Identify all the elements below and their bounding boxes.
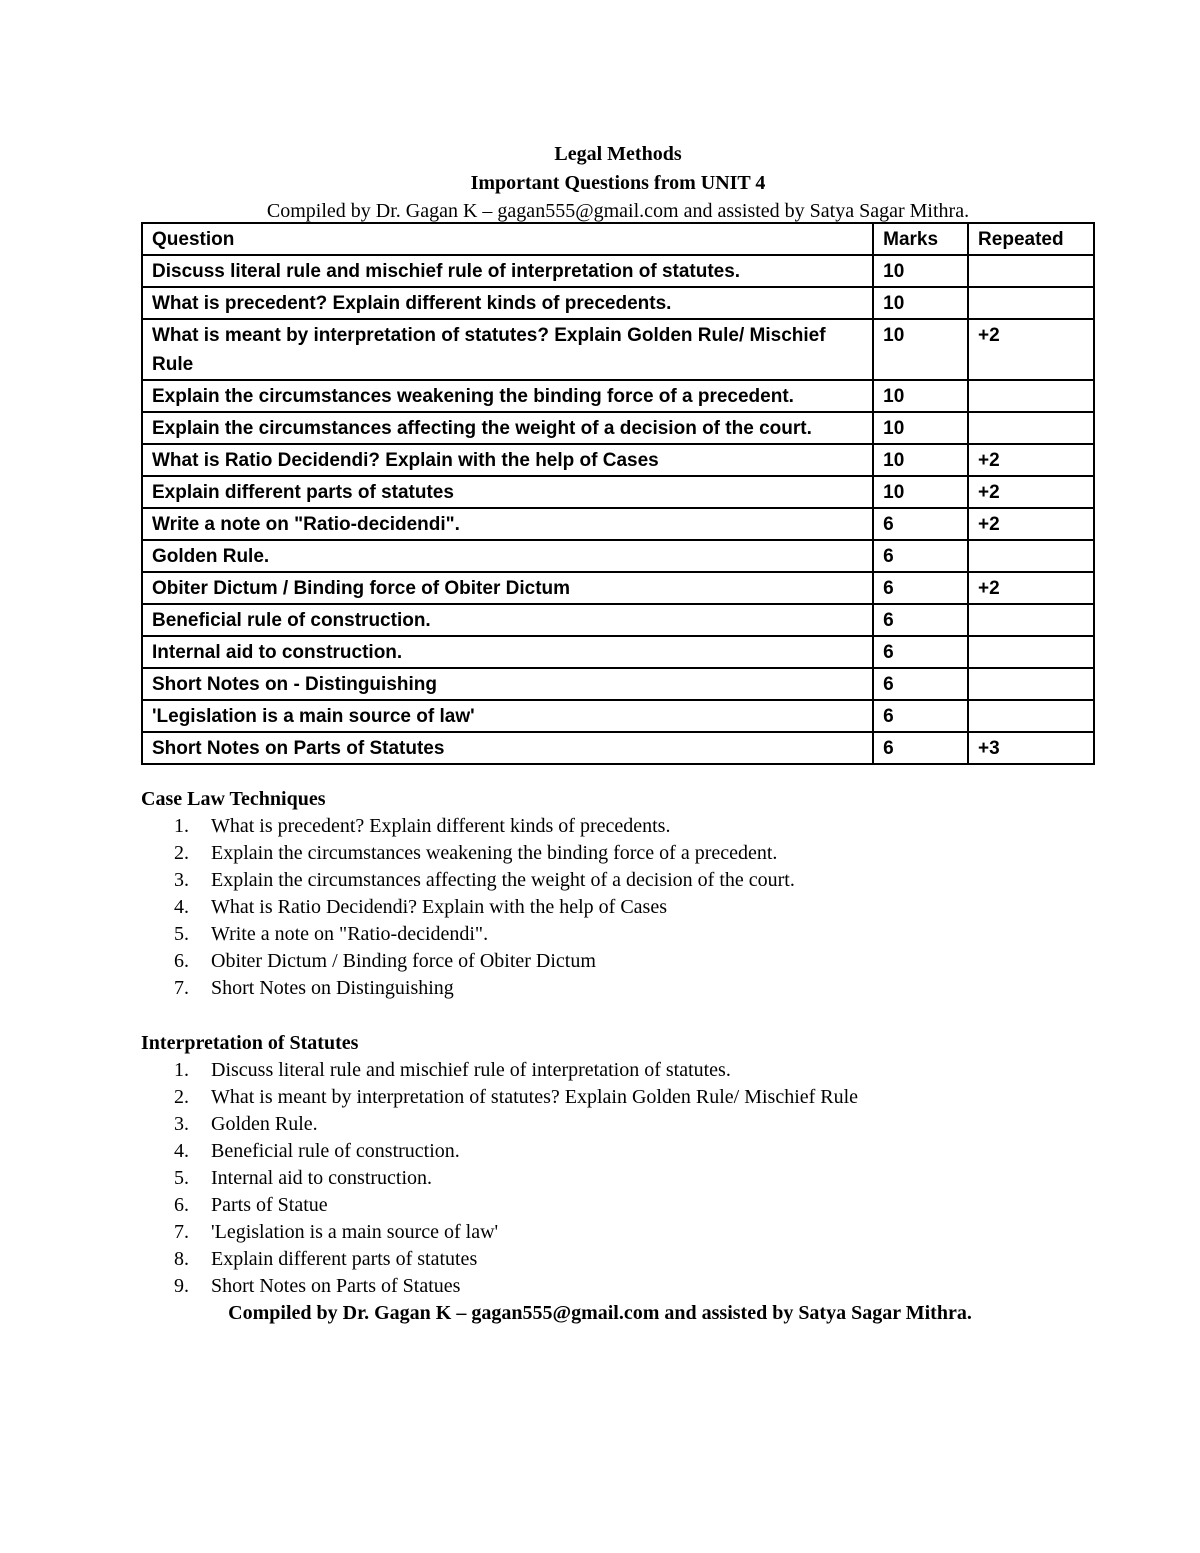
list-item-text: 'Legislation is a main source of law'	[211, 1221, 499, 1243]
marks-cell: 6	[873, 604, 968, 636]
list-item-text: Beneficial rule of construction.	[211, 1140, 460, 1162]
marks-cell: 6	[873, 732, 968, 764]
document-header	[140, 140, 1096, 224]
list-item-text: Discuss literal rule and mischief rule of interpretation of statutes.	[211, 1059, 731, 1081]
table-row	[142, 412, 1094, 444]
marks-cell: 10	[873, 380, 968, 412]
list-item-text: Golden Rule.	[211, 1113, 318, 1135]
case-law-heading: Case Law Techniques	[141, 788, 326, 810]
list-item-number: 4.	[174, 1140, 189, 1162]
table-row	[142, 668, 1094, 700]
repeated-cell	[968, 287, 1094, 319]
repeated-cell	[968, 604, 1094, 636]
list-item-text: Explain different parts of statutes	[211, 1248, 478, 1270]
interpretation-heading: Interpretation of Statutes	[141, 1032, 359, 1054]
repeated-cell	[968, 380, 1094, 412]
list-item-text: Explain the circumstances weakening the binding force of a precedent.	[211, 842, 778, 864]
interpretation-section	[141, 1030, 1101, 1300]
question-cell: Write a note on "Ratio-decidendi".	[142, 508, 873, 540]
question-cell: Explain the circumstances affecting the weight of a decision of the court.	[142, 412, 873, 444]
repeated-cell: +2	[968, 319, 1094, 380]
column-header-question: Question	[142, 223, 873, 255]
list-item-text: Parts of Statue	[211, 1194, 328, 1216]
table-row	[142, 540, 1094, 572]
table-row	[142, 287, 1094, 319]
repeated-cell: +3	[968, 732, 1094, 764]
list-item	[141, 1138, 1101, 1165]
list-item-number: 6.	[174, 1194, 189, 1216]
marks-cell: 10	[873, 444, 968, 476]
list-item-number: 5.	[174, 923, 189, 945]
table-row	[142, 319, 1094, 380]
list-item-text: Write a note on "Ratio-decidendi".	[211, 923, 489, 945]
question-cell: Beneficial rule of construction.	[142, 604, 873, 636]
table-row	[142, 508, 1094, 540]
table-row	[142, 604, 1094, 636]
list-item	[141, 1057, 1101, 1084]
case-law-section	[141, 786, 1101, 1002]
list-item	[141, 921, 1101, 948]
repeated-cell	[968, 255, 1094, 287]
list-item-number: 7.	[174, 1221, 189, 1243]
list-item-text: What is meant by interpretation of statutes? Explain Golden Rule/ Mischief Rule	[211, 1086, 859, 1108]
marks-cell: 10	[873, 412, 968, 444]
list-item	[141, 1273, 1101, 1300]
list-item-number: 9.	[174, 1275, 189, 1297]
question-cell: Explain different parts of statutes	[142, 476, 873, 508]
list-item	[141, 867, 1101, 894]
list-item	[141, 894, 1101, 921]
list-item-text: Short Notes on Distinguishing	[211, 977, 454, 999]
list-item	[141, 840, 1101, 867]
list-item	[141, 1192, 1101, 1219]
list-item-number: 8.	[174, 1248, 189, 1270]
list-item-number: 3.	[174, 1113, 189, 1135]
marks-cell: 10	[873, 319, 968, 380]
list-item-text: What is precedent? Explain different kinds of precedents.	[211, 815, 671, 837]
repeated-cell: +2	[968, 508, 1094, 540]
list-item-number: 2.	[174, 842, 189, 864]
question-cell: 'Legislation is a main source of law'	[142, 700, 873, 732]
list-item	[141, 1111, 1101, 1138]
question-cell: Short Notes on Parts of Statutes	[142, 732, 873, 764]
question-cell: Golden Rule.	[142, 540, 873, 572]
questions-table	[141, 222, 1095, 765]
list-item	[141, 1219, 1101, 1246]
question-cell: Discuss literal rule and mischief rule of interpretation of statutes.	[142, 255, 873, 287]
list-item-number: 7.	[174, 977, 189, 999]
repeated-cell: +2	[968, 444, 1094, 476]
list-item	[141, 948, 1101, 975]
list-item-number: 4.	[174, 896, 189, 918]
repeated-cell	[968, 700, 1094, 732]
list-item	[141, 1084, 1101, 1111]
list-item-text: Explain the circumstances affecting the weight of a decision of the court.	[211, 869, 795, 891]
question-cell: Explain the circumstances weakening the binding force of a precedent.	[142, 380, 873, 412]
table-row	[142, 700, 1094, 732]
repeated-cell	[968, 636, 1094, 668]
table-row	[142, 380, 1094, 412]
table-row	[142, 572, 1094, 604]
marks-cell: 6	[873, 636, 968, 668]
list-item	[141, 975, 1101, 1002]
table-row	[142, 732, 1094, 764]
question-cell: Obiter Dictum / Binding force of Obiter Dictum	[142, 572, 873, 604]
marks-cell: 6	[873, 668, 968, 700]
table-row	[142, 636, 1094, 668]
repeated-cell	[968, 412, 1094, 444]
list-item-number: 5.	[174, 1167, 189, 1189]
compiler-byline: Compiled by Dr. Gagan K – gagan555@gmail.com and assisted by Satya Sagar Mithra.	[266, 200, 970, 222]
list-item-number: 1.	[174, 1059, 189, 1081]
question-cell: Internal aid to construction.	[142, 636, 873, 668]
list-item-number: 1.	[174, 815, 189, 837]
list-item	[141, 813, 1101, 840]
list-item-text: Short Notes on Parts of Statues	[211, 1275, 461, 1297]
list-item	[141, 1246, 1101, 1273]
table-body	[142, 255, 1094, 764]
list-item-text: Internal aid to construction.	[211, 1167, 433, 1189]
list-item-number: 2.	[174, 1086, 189, 1108]
repeated-cell	[968, 540, 1094, 572]
marks-cell: 10	[873, 287, 968, 319]
footer-byline: Compiled by Dr. Gagan K – gagan555@gmail.com and assisted by Satya Sagar Mithra.	[228, 1302, 972, 1324]
list-item-number: 3.	[174, 869, 189, 891]
case-law-list	[141, 813, 1101, 1002]
list-item	[141, 1165, 1101, 1192]
table-row	[142, 255, 1094, 287]
question-cell: What is meant by interpretation of statutes? Explain Golden Rule/ Mischief Rule	[142, 319, 873, 380]
table-header-row	[142, 223, 1094, 255]
list-item-text: What is Ratio Decidendi? Explain with the help of Cases	[211, 896, 667, 918]
marks-cell: 6	[873, 540, 968, 572]
question-cell: What is precedent? Explain different kinds of precedents.	[142, 287, 873, 319]
marks-cell: 10	[873, 255, 968, 287]
list-item-number: 6.	[174, 950, 189, 972]
interpretation-list	[141, 1057, 1101, 1300]
marks-cell: 6	[873, 700, 968, 732]
question-cell: What is Ratio Decidendi? Explain with the help of Cases	[142, 444, 873, 476]
question-cell: Short Notes on - Distinguishing	[142, 668, 873, 700]
repeated-cell: +2	[968, 476, 1094, 508]
marks-cell: 6	[873, 572, 968, 604]
marks-cell: 10	[873, 476, 968, 508]
table-row	[142, 476, 1094, 508]
document-title: Legal Methods	[554, 143, 682, 165]
document-subtitle: Important Questions from UNIT 4	[470, 172, 766, 194]
column-header-marks: Marks	[873, 223, 968, 255]
table-row	[142, 444, 1094, 476]
list-item-text: Obiter Dictum / Binding force of Obiter Dictum	[211, 950, 596, 972]
repeated-cell: +2	[968, 572, 1094, 604]
marks-cell: 6	[873, 508, 968, 540]
repeated-cell	[968, 668, 1094, 700]
column-header-repeated: Repeated	[968, 223, 1094, 255]
